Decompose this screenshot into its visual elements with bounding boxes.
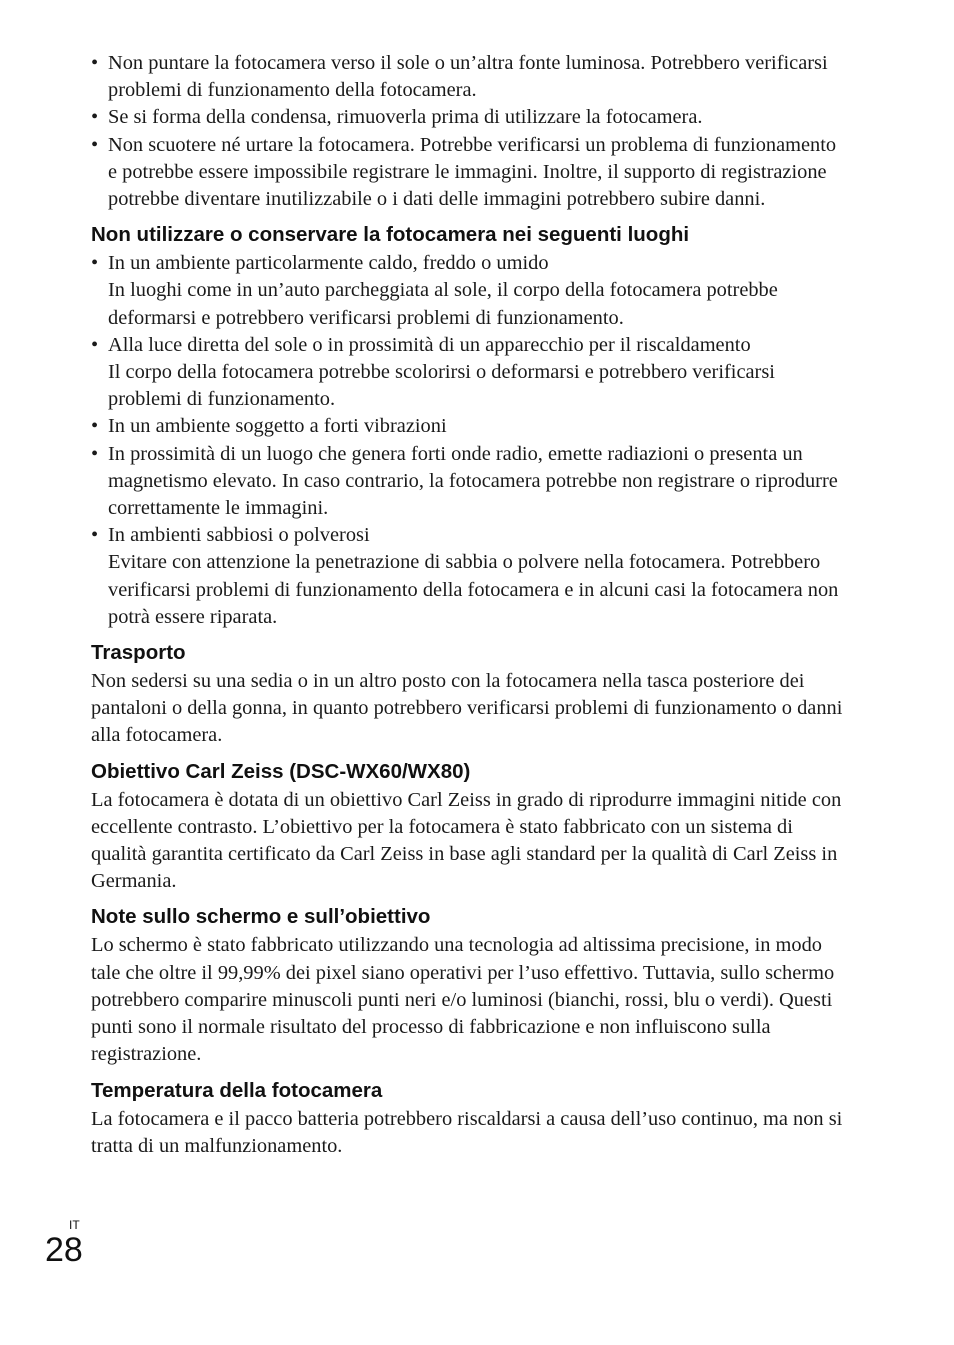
list-item: • Non scuotere né urtare la fotocamera. Potrebbe verificarsi un problema di funzionamento e potrebbe essere impossibile registrare le immagini. Inoltre, il supporto di registrazione potrebbe diventare inutilizzabile o i dati delle immagini potrebbero subire danni. bbox=[91, 132, 843, 214]
list-item: • In ambienti sabbiosi o polverosi Evitare con attenzione la penetrazione di sabbia o polvere nella fotocamera. Potrebbero verificarsi problemi di funzionamento della fotocamera e in alcuni casi la fotocamera non potrà essere riparata. bbox=[91, 522, 843, 631]
section-heading-transport: Trasporto bbox=[91, 641, 186, 665]
section-heading-lens: Obiettivo Carl Zeiss (DSC-WX60/WX80) bbox=[91, 759, 471, 783]
page-content bbox=[91, 50, 843, 1160]
page-number: 28 bbox=[45, 1231, 83, 1269]
list-item: • Non puntare la fotocamera verso il sole o un’altra fonte luminosa. Potrebbero verificarsi problemi di funzionamento della fotocamera. bbox=[91, 50, 843, 104]
section-heading-places: Non utilizzare o conservare la fotocamera nei seguenti luoghi bbox=[91, 223, 690, 247]
precautions-list bbox=[91, 50, 843, 213]
language-code: IT bbox=[69, 1218, 80, 1232]
places-list bbox=[91, 250, 843, 631]
section-heading-screen: Note sullo schermo e sull’obiettivo bbox=[91, 905, 431, 929]
section-body-transport: Non sedersi su una sedia o in un altro posto con la fotocamera nella tasca posteriore dei pantaloni o della gonna, in quanto potrebbero verificarsi problemi di funzionamento o danni alla fotocamera. bbox=[91, 670, 843, 747]
section-body-screen: Lo schermo è stato fabbricato utilizzando una tecnologia ad altissima precisione, in modo tale che oltre il 99,99% dei pixel siano operativi per l’uso effettivo. Tuttavia, sullo schermo potrebbero comparire minuscoli punti neri e/o luminosi (bianchi, rossi, blu o verdi). Questi punti sono il normale risultato del processo di fabbricazione e non influiscono sulla registrazione. bbox=[91, 934, 835, 1066]
list-item: • In un ambiente particolarmente caldo, freddo o umido In luoghi come in un’auto parcheggiata al sole, il corpo della fotocamera potrebbe deformarsi e potrebbero verificarsi problemi di funzionamento. bbox=[91, 250, 843, 332]
section-body-temperature: La fotocamera e il pacco batteria potrebbero riscaldarsi a causa dell’uso continuo, ma non si tratta di un malfunzionamento. bbox=[91, 1107, 843, 1157]
section-body-lens: La fotocamera è dotata di un obiettivo Carl Zeiss in grado di riprodurre immagini nitide con eccellente contrasto. L’obiettivo per la fotocamera è stato fabbricato con un sistema di qualità garantita certificato da Carl Zeiss in base agli standard per la qualità di Carl Zeiss in Germania. bbox=[91, 788, 842, 893]
list-item: • In un ambiente soggetto a forti vibrazioni bbox=[91, 413, 843, 440]
list-item: • Se si forma della condensa, rimuoverla prima di utilizzare la fotocamera. bbox=[91, 104, 843, 131]
section-heading-temperature: Temperatura della fotocamera bbox=[91, 1078, 383, 1102]
list-item: • Alla luce diretta del sole o in prossimità di un apparecchio per il riscaldamento Il corpo della fotocamera potrebbe scolorirsi o deformarsi e potrebbero verificarsi problemi di funzionamento. bbox=[91, 332, 843, 414]
page-number-block bbox=[45, 1218, 83, 1268]
list-item: • In prossimità di un luogo che genera forti onde radio, emette radiazioni o presenta un magnetismo elevato. In caso contrario, la fotocamera potrebbe non registrare o riprodurre correttamente le immagini. bbox=[91, 441, 843, 523]
